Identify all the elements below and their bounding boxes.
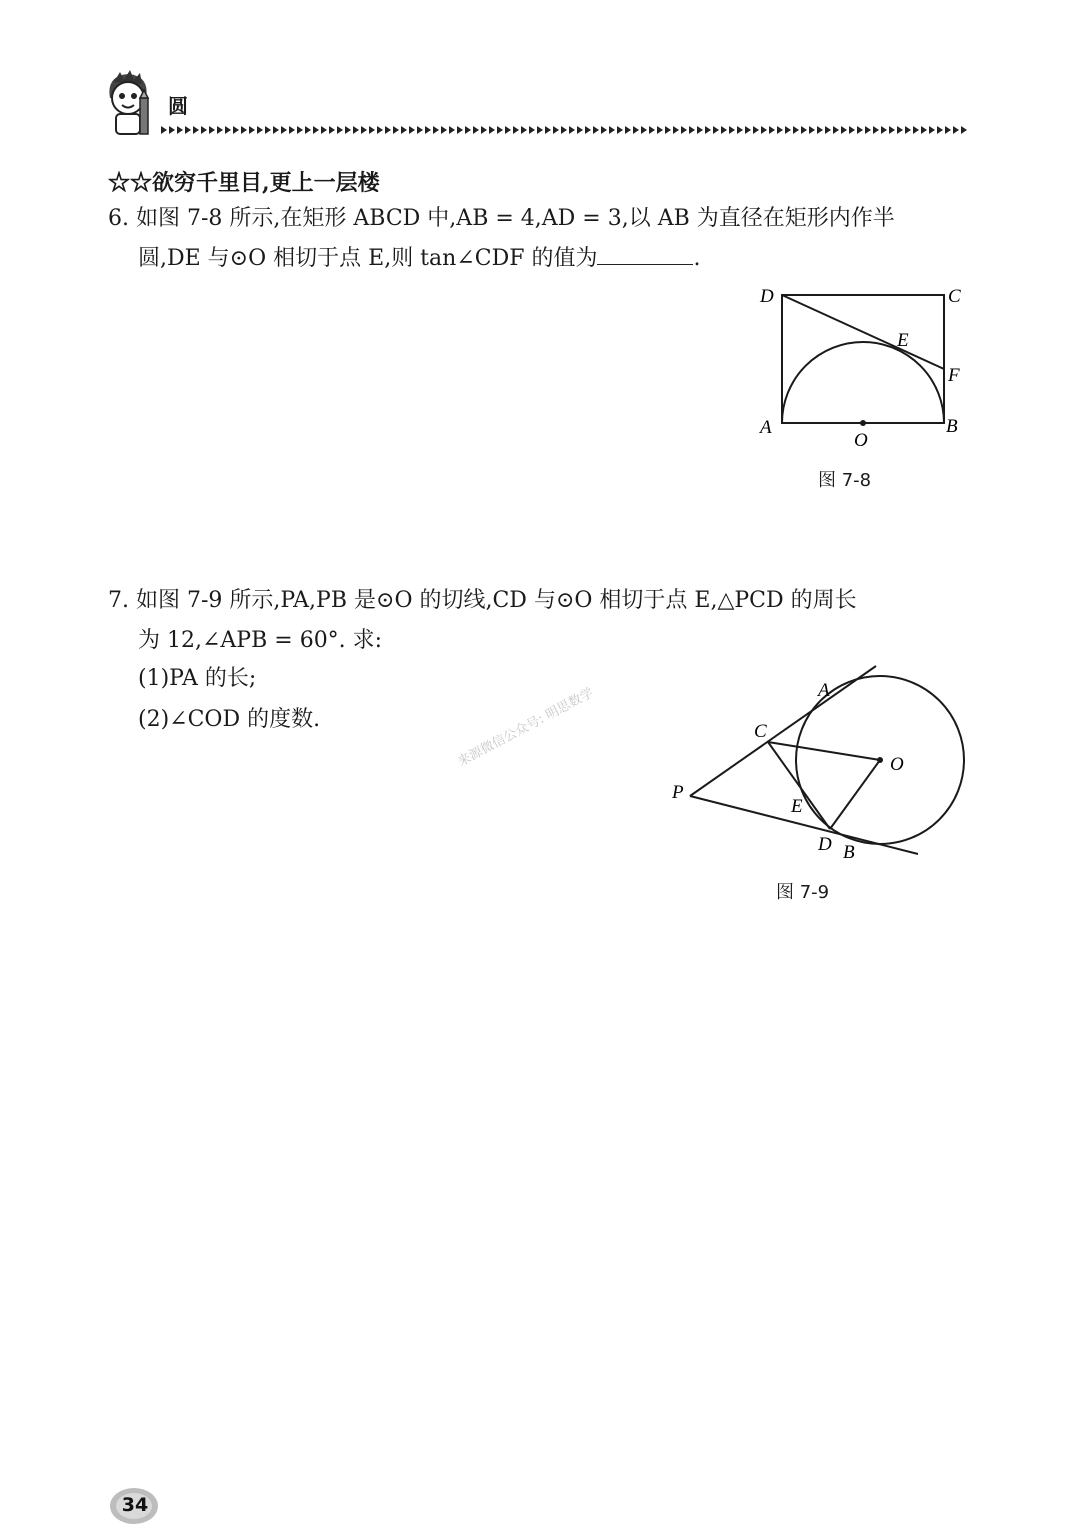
segment-do bbox=[830, 760, 880, 829]
q6-text-line2 bbox=[138, 244, 700, 274]
q7-text-line2: 为 12,∠APB = 60°. 求: bbox=[138, 628, 383, 653]
center-o-dot bbox=[860, 420, 866, 426]
fig8-label-e: E bbox=[897, 330, 909, 351]
boy-mascot-icon bbox=[100, 68, 156, 140]
fig8-label-c: C bbox=[948, 286, 961, 307]
fig9-label-c: C bbox=[754, 721, 767, 742]
q6-line2-text: 圆,DE 与⊙O 相切于点 E,则 tan∠CDF 的值为 bbox=[138, 246, 598, 271]
fig8-label-a: A bbox=[760, 417, 772, 438]
fig9-label-o: O bbox=[890, 754, 904, 775]
rectangle-abcd bbox=[782, 295, 944, 423]
q6-text-line1: 6. 如图 7-8 所示,在矩形 ABCD 中,AB = 4,AD = 3,以 AB 为直径在矩形内作半 bbox=[108, 206, 895, 231]
fig9-label-a: A bbox=[818, 680, 830, 701]
figure-7-9-caption: 图 7-9 bbox=[776, 882, 830, 903]
tangent-pa bbox=[690, 666, 876, 796]
chapter-title: 圆 bbox=[168, 94, 188, 118]
figure-7-9 bbox=[660, 660, 980, 870]
semicircle bbox=[782, 342, 944, 423]
tangent-pb bbox=[690, 796, 918, 854]
q7-part1: (1)PA 的长; bbox=[138, 666, 257, 691]
fig8-label-o: O bbox=[854, 430, 868, 451]
q7-text-line1: 7. 如图 7-9 所示,PA,PB 是⊙O 的切线,CD 与⊙O 相切于点 E,△PCD 的周长 bbox=[108, 588, 857, 613]
page-number: 34 bbox=[121, 1494, 149, 1516]
fig9-label-e: E bbox=[791, 796, 803, 817]
section-title: ☆☆欲穷千里目,更上一层楼 bbox=[108, 170, 380, 196]
figure-7-8 bbox=[740, 280, 980, 460]
fig8-label-f: F bbox=[948, 365, 960, 386]
q7-part2: (2)∠COD 的度数. bbox=[138, 707, 321, 732]
header-arrow-rule bbox=[160, 124, 968, 136]
fig9-label-d: D bbox=[818, 834, 832, 855]
q6-line2-period: . bbox=[693, 246, 701, 271]
fig8-label-b: B bbox=[946, 416, 958, 437]
center-o-dot bbox=[877, 757, 883, 763]
figure-7-8-caption: 图 7-8 bbox=[818, 470, 872, 491]
fig9-label-b: B bbox=[843, 842, 855, 863]
watermark-text: 来源微信公众号: 明思数学 bbox=[455, 685, 597, 770]
fig8-label-d: D bbox=[760, 286, 774, 307]
answer-blank bbox=[597, 244, 693, 265]
segment-co bbox=[768, 742, 880, 760]
line-df bbox=[782, 295, 944, 369]
fig9-label-p: P bbox=[672, 782, 684, 803]
